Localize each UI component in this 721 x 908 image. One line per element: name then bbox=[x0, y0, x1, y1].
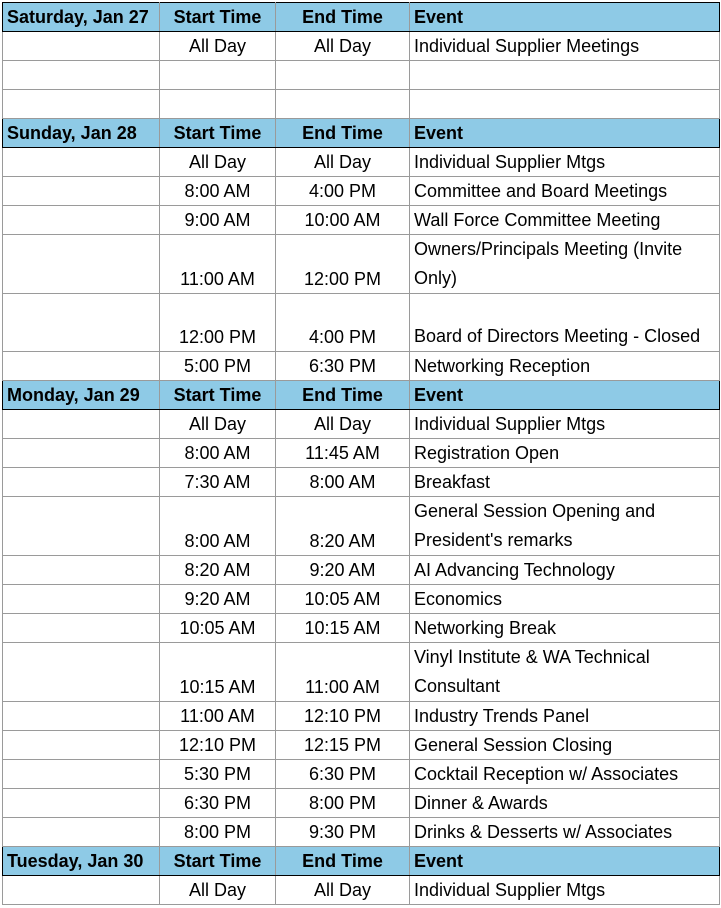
end-time-cell[interactable]: 9:30 PM bbox=[276, 818, 410, 847]
start-time-cell[interactable]: 11:00 AM bbox=[160, 235, 276, 294]
day-cell[interactable] bbox=[3, 32, 160, 61]
end-time-cell[interactable]: 12:00 PM bbox=[276, 235, 410, 294]
start-time-cell[interactable]: 9:20 AM bbox=[160, 585, 276, 614]
day-cell[interactable] bbox=[3, 235, 160, 294]
event-cell[interactable]: Committee and Board Meetings bbox=[410, 177, 720, 206]
start-time-header[interactable]: Start Time bbox=[160, 847, 276, 876]
day-cell[interactable] bbox=[3, 61, 160, 90]
day-cell[interactable] bbox=[3, 585, 160, 614]
day-label[interactable]: Tuesday, Jan 30 bbox=[3, 847, 160, 876]
start-time-cell[interactable] bbox=[160, 61, 276, 90]
end-time-cell[interactable]: 10:15 AM bbox=[276, 614, 410, 643]
event-cell[interactable]: Individual Supplier Mtgs bbox=[410, 876, 720, 905]
schedule-row bbox=[3, 61, 720, 90]
end-time-cell[interactable]: 6:30 PM bbox=[276, 760, 410, 789]
day-cell[interactable] bbox=[3, 556, 160, 585]
end-time-header[interactable]: End Time bbox=[276, 381, 410, 410]
schedule-row bbox=[3, 702, 720, 731]
start-time-cell[interactable]: 10:05 AM bbox=[160, 614, 276, 643]
schedule-row bbox=[3, 789, 720, 818]
event-header[interactable]: Event bbox=[410, 3, 720, 32]
day-cell[interactable] bbox=[3, 177, 160, 206]
end-time-cell[interactable]: 11:45 AM bbox=[276, 439, 410, 468]
end-time-cell[interactable]: 8:00 AM bbox=[276, 468, 410, 497]
start-time-header[interactable]: Start Time bbox=[160, 119, 276, 148]
schedule-row bbox=[3, 439, 720, 468]
end-time-cell[interactable]: 10:05 AM bbox=[276, 585, 410, 614]
event-cell[interactable]: Owners/Principals Meeting (Invite Only) bbox=[410, 235, 720, 294]
day-label[interactable]: Saturday, Jan 27 bbox=[3, 3, 160, 32]
day-cell[interactable] bbox=[3, 702, 160, 731]
schedule-row bbox=[3, 876, 720, 905]
day-header-row bbox=[3, 119, 720, 148]
schedule-row bbox=[3, 760, 720, 789]
day-cell[interactable] bbox=[3, 643, 160, 702]
day-cell[interactable] bbox=[3, 352, 160, 381]
schedule-row bbox=[3, 148, 720, 177]
start-time-cell[interactable]: All Day bbox=[160, 32, 276, 61]
end-time-cell[interactable]: 4:00 PM bbox=[276, 294, 410, 352]
event-cell[interactable]: Economics bbox=[410, 585, 720, 614]
end-time-cell[interactable]: All Day bbox=[276, 148, 410, 177]
schedule-row bbox=[3, 352, 720, 381]
start-time-cell[interactable]: 6:30 PM bbox=[160, 789, 276, 818]
schedule-spreadsheet bbox=[2, 2, 720, 905]
end-time-cell[interactable]: 4:00 PM bbox=[276, 177, 410, 206]
start-time-cell[interactable]: 8:20 AM bbox=[160, 556, 276, 585]
start-time-cell[interactable]: 8:00 AM bbox=[160, 439, 276, 468]
event-cell[interactable]: Individual Supplier Mtgs bbox=[410, 148, 720, 177]
day-cell[interactable] bbox=[3, 90, 160, 119]
day-header-row bbox=[3, 847, 720, 876]
event-cell[interactable]: Dinner & Awards bbox=[410, 789, 720, 818]
start-time-cell[interactable]: 5:30 PM bbox=[160, 760, 276, 789]
event-cell[interactable]: Industry Trends Panel bbox=[410, 702, 720, 731]
event-cell[interactable]: AI Advancing Technology bbox=[410, 556, 720, 585]
event-cell[interactable]: Vinyl Institute & WA Technical Consultant bbox=[410, 643, 720, 702]
day-cell[interactable] bbox=[3, 294, 160, 352]
schedule-row bbox=[3, 643, 720, 702]
end-time-cell[interactable]: All Day bbox=[276, 876, 410, 905]
start-time-cell[interactable]: 12:10 PM bbox=[160, 731, 276, 760]
event-cell[interactable]: Breakfast bbox=[410, 468, 720, 497]
schedule-row bbox=[3, 32, 720, 61]
day-label[interactable]: Monday, Jan 29 bbox=[3, 381, 160, 410]
end-time-cell[interactable]: All Day bbox=[276, 410, 410, 439]
day-cell[interactable] bbox=[3, 206, 160, 235]
event-cell[interactable]: Registration Open bbox=[410, 439, 720, 468]
end-time-cell[interactable]: 9:20 AM bbox=[276, 556, 410, 585]
event-cell[interactable] bbox=[410, 61, 720, 90]
day-cell[interactable] bbox=[3, 760, 160, 789]
schedule-row bbox=[3, 177, 720, 206]
start-time-cell[interactable]: 12:00 PM bbox=[160, 294, 276, 352]
event-cell[interactable]: Cocktail Reception w/ Associates bbox=[410, 760, 720, 789]
day-header-row bbox=[3, 381, 720, 410]
start-time-cell[interactable]: 8:00 AM bbox=[160, 497, 276, 556]
start-time-cell[interactable]: 8:00 PM bbox=[160, 818, 276, 847]
schedule-body bbox=[3, 3, 720, 905]
event-header[interactable]: Event bbox=[410, 381, 720, 410]
day-cell[interactable] bbox=[3, 148, 160, 177]
event-header[interactable]: Event bbox=[410, 847, 720, 876]
end-time-header[interactable]: End Time bbox=[276, 3, 410, 32]
day-cell[interactable] bbox=[3, 731, 160, 760]
day-cell[interactable] bbox=[3, 410, 160, 439]
event-cell[interactable]: Wall Force Committee Meeting bbox=[410, 206, 720, 235]
schedule-row bbox=[3, 585, 720, 614]
end-time-cell[interactable] bbox=[276, 90, 410, 119]
day-cell[interactable] bbox=[3, 876, 160, 905]
start-time-cell[interactable] bbox=[160, 90, 276, 119]
schedule-row bbox=[3, 818, 720, 847]
start-time-cell[interactable]: 7:30 AM bbox=[160, 468, 276, 497]
event-cell[interactable]: Drinks & Desserts w/ Associates bbox=[410, 818, 720, 847]
start-time-cell[interactable]: All Day bbox=[160, 148, 276, 177]
day-cell[interactable] bbox=[3, 789, 160, 818]
schedule-row bbox=[3, 614, 720, 643]
start-time-cell[interactable]: 9:00 AM bbox=[160, 206, 276, 235]
end-time-header[interactable]: End Time bbox=[276, 847, 410, 876]
start-time-cell[interactable]: 11:00 AM bbox=[160, 702, 276, 731]
event-cell[interactable]: Networking Reception bbox=[410, 352, 720, 381]
start-time-header[interactable]: Start Time bbox=[160, 3, 276, 32]
event-cell[interactable]: Board of Directors Meeting - Closed bbox=[410, 294, 720, 352]
end-time-cell[interactable]: 8:00 PM bbox=[276, 789, 410, 818]
schedule-row bbox=[3, 556, 720, 585]
day-cell[interactable] bbox=[3, 468, 160, 497]
day-cell[interactable] bbox=[3, 818, 160, 847]
schedule-row bbox=[3, 90, 720, 119]
start-time-cell[interactable]: All Day bbox=[160, 876, 276, 905]
end-time-header[interactable]: End Time bbox=[276, 119, 410, 148]
end-time-cell[interactable]: 6:30 PM bbox=[276, 352, 410, 381]
schedule-row bbox=[3, 235, 720, 294]
schedule-row bbox=[3, 294, 720, 352]
event-header[interactable]: Event bbox=[410, 119, 720, 148]
day-header-row bbox=[3, 3, 720, 32]
schedule-row bbox=[3, 206, 720, 235]
event-cell[interactable] bbox=[410, 90, 720, 119]
event-cell[interactable]: General Session Opening and President's remarks bbox=[410, 497, 720, 556]
day-cell[interactable] bbox=[3, 439, 160, 468]
schedule-row bbox=[3, 410, 720, 439]
event-cell[interactable]: General Session Closing bbox=[410, 731, 720, 760]
end-time-cell[interactable]: 11:00 AM bbox=[276, 643, 410, 702]
start-time-cell[interactable]: 8:00 AM bbox=[160, 177, 276, 206]
event-cell[interactable]: Individual Supplier Meetings bbox=[410, 32, 720, 61]
start-time-cell[interactable]: 5:00 PM bbox=[160, 352, 276, 381]
schedule-row bbox=[3, 731, 720, 760]
schedule-row bbox=[3, 497, 720, 556]
event-cell[interactable]: Networking Break bbox=[410, 614, 720, 643]
end-time-cell[interactable]: 10:00 AM bbox=[276, 206, 410, 235]
end-time-cell[interactable]: All Day bbox=[276, 32, 410, 61]
day-label[interactable]: Sunday, Jan 28 bbox=[3, 119, 160, 148]
day-cell[interactable] bbox=[3, 614, 160, 643]
end-time-cell[interactable] bbox=[276, 61, 410, 90]
day-cell[interactable] bbox=[3, 497, 160, 556]
start-time-cell[interactable]: 10:15 AM bbox=[160, 643, 276, 702]
end-time-cell[interactable]: 12:15 PM bbox=[276, 731, 410, 760]
start-time-header[interactable]: Start Time bbox=[160, 381, 276, 410]
schedule-row bbox=[3, 468, 720, 497]
end-time-cell[interactable]: 12:10 PM bbox=[276, 702, 410, 731]
end-time-cell[interactable]: 8:20 AM bbox=[276, 497, 410, 556]
start-time-cell[interactable]: All Day bbox=[160, 410, 276, 439]
event-cell[interactable]: Individual Supplier Mtgs bbox=[410, 410, 720, 439]
